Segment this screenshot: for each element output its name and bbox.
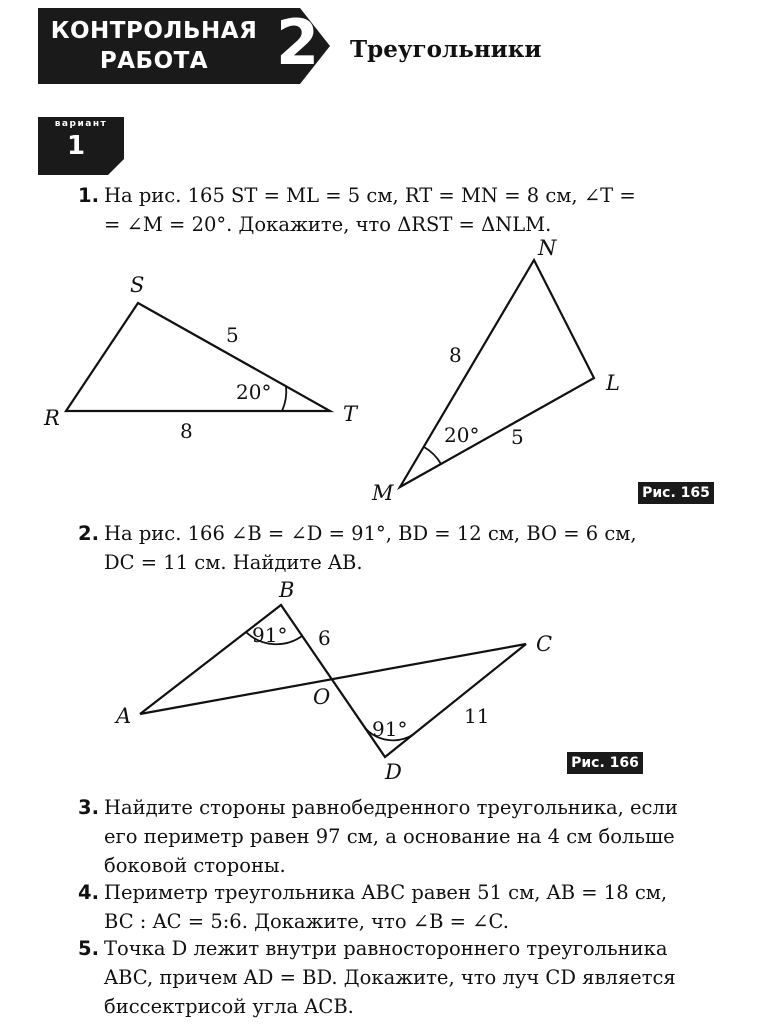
angle-b-value: 91° — [252, 623, 288, 647]
badge-line-1: КОНТРОЛЬНАЯ — [50, 18, 258, 44]
work-badge — [38, 8, 330, 84]
page-title: Треугольники — [350, 36, 542, 63]
triangle-nlm — [371, 236, 620, 505]
label-o: O — [313, 685, 331, 709]
task-3 — [78, 793, 724, 880]
angle-arc-m — [424, 447, 441, 464]
angle-m-value: 20° — [444, 423, 480, 447]
label-a: A — [116, 704, 132, 728]
task-text-line: боковой стороны. — [104, 854, 286, 877]
task-number: 2. — [78, 522, 99, 545]
side-mn-value: 8 — [449, 343, 462, 367]
label-b: B — [279, 578, 295, 602]
label-c: C — [536, 632, 553, 656]
task-number: 1. — [78, 184, 99, 207]
angle-arc-b — [246, 632, 302, 644]
variant-number: 1 — [66, 131, 86, 161]
figure-165-caption: Рис. 165 — [638, 482, 714, 504]
label-l: L — [606, 371, 620, 395]
task-5 — [78, 934, 724, 1021]
variant-badge — [38, 117, 124, 177]
task-text-line: Найдите стороны равнобедренного треугольника, если — [104, 796, 678, 819]
task-text-line: На рис. 165 ST = ML = 5 см, RT = MN = 8 см, ∠T = — [104, 184, 636, 207]
variant-label: вариант — [54, 119, 108, 129]
task-1 — [78, 181, 724, 239]
figure-166-caption: Рис. 166 — [567, 752, 643, 774]
side-rt-value: 8 — [180, 419, 193, 443]
task-number: 3. — [78, 796, 99, 819]
angle-t-value: 20° — [236, 380, 272, 404]
badge-number: 2 — [276, 6, 320, 79]
label-t: T — [343, 402, 358, 426]
figure-166-lines — [140, 605, 526, 757]
label-r: R — [44, 406, 60, 430]
task-4 — [78, 878, 724, 936]
task-text-line: ABC, причем AD = BD. Докажите, что луч CD является — [104, 966, 676, 989]
task-text-line: = ∠M = 20°. Докажите, что ΔRST = ΔNLM. — [104, 213, 552, 236]
triangle-rst — [43, 273, 359, 443]
side-bo-value: 6 — [318, 626, 331, 650]
task-text-line: Точка D лежит внутри равностороннего треугольника — [104, 937, 668, 960]
task-text-line: его периметр равен 97 см, а основание на 4 см больше — [104, 825, 675, 848]
task-text-line: DC = 11 см. Найдите AB. — [104, 551, 363, 574]
task-text-line: Периметр треугольника ABC равен 51 см, AB = 18 см, — [104, 881, 668, 904]
label-n: N — [538, 236, 557, 260]
label-d: D — [385, 760, 402, 784]
task-number: 4. — [78, 881, 99, 904]
label-s: S — [130, 273, 145, 297]
task-text-line: биссектрисой угла ACB. — [104, 995, 354, 1018]
angle-arc-t — [282, 386, 286, 411]
side-ml-value: 5 — [511, 425, 524, 449]
task-2 — [78, 519, 724, 577]
badge-line-2: РАБОТА — [99, 48, 209, 74]
task-text-line: На рис. 166 ∠B = ∠D = 91°, BD = 12 см, BO = 6 см, — [104, 522, 637, 545]
task-number: 5. — [78, 937, 99, 960]
angle-d-value: 91° — [372, 717, 408, 741]
label-m: M — [372, 481, 394, 505]
side-st-value: 5 — [226, 323, 239, 347]
task-text-line: BC : AC = 5:6. Докажите, что ∠B = ∠C. — [104, 910, 509, 933]
side-dc-value: 11 — [464, 704, 490, 728]
angle-arc-d — [365, 728, 414, 740]
